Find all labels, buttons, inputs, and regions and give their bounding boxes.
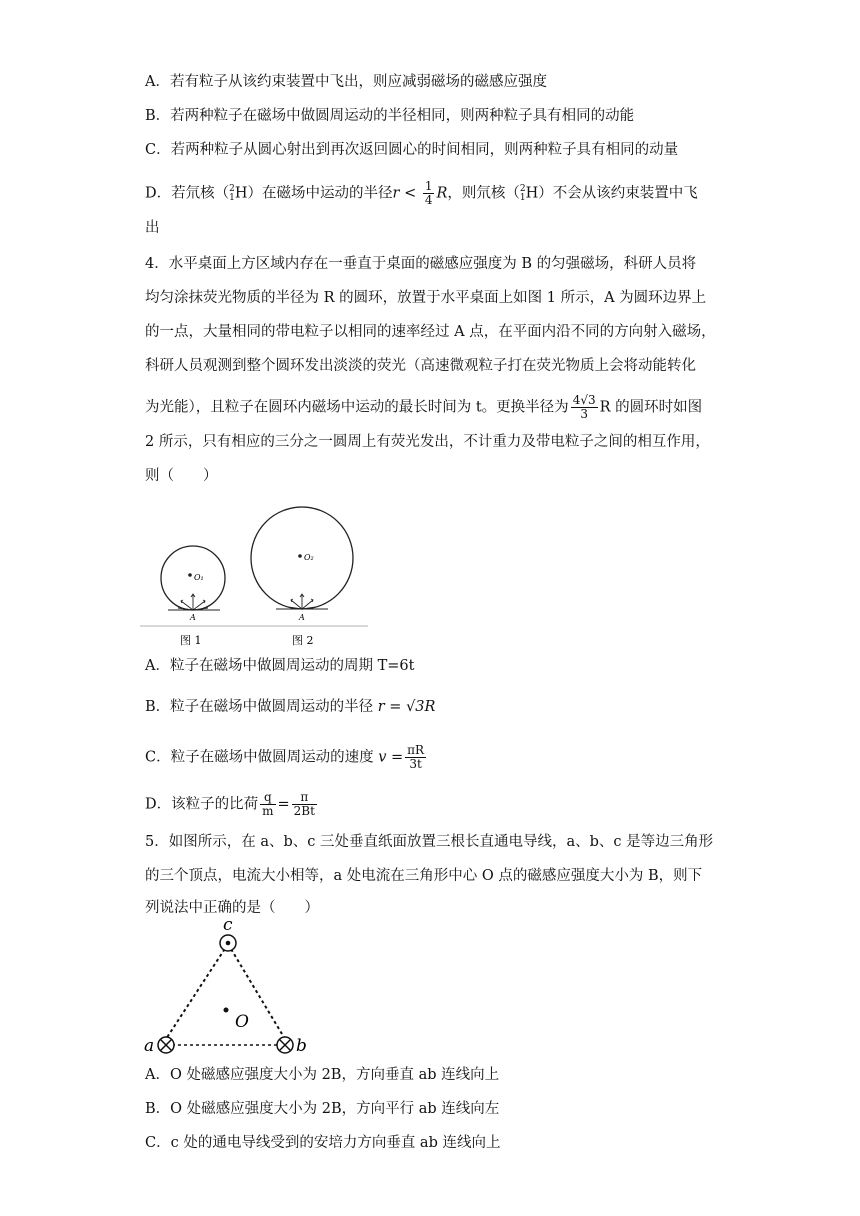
q5-option-c: C．c 处的通电导线受到的安培力方向垂直 ab 连线向上 [145, 1135, 501, 1151]
fig2-center-label: O₂ [304, 553, 314, 562]
q4-line-4: 科研人员观测到整个圆环发出淡淡的荧光（高速微观粒子打在荧光物质上会将动能转化 [145, 358, 696, 374]
less-than: < [399, 185, 421, 202]
q4-option-c [145, 744, 428, 771]
q4-option-a: A．粒子在磁场中做圆周运动的周期 T=6t [145, 658, 415, 674]
center-o-dot [224, 1008, 229, 1013]
fraction-pi-over-2bt: $\frac{\pi}{2Bt}$ [293, 790, 315, 818]
deuterium-isotope: 2 1 [229, 183, 235, 203]
deuterium-symbol: H [234, 185, 248, 202]
fig1-point-label: A [190, 613, 196, 622]
fig1-center-dot [188, 573, 192, 577]
q5-line-1: 5．如图所示，在 a、b、c 三处垂直纸面放置三根长直通电导线，a、b、c 是等边三角形 [145, 834, 714, 850]
q3-option-d-post: ）不会从该约束装置中飞 [538, 185, 698, 202]
q4-line-2: 均匀涂抹荧光物质的半径为 R 的圆环，放置于水平桌面上如图 1 所示，A 为圆环边界上 [145, 290, 707, 306]
var-r: r [392, 185, 400, 202]
q4-figure [140, 500, 370, 652]
q5-option-a: A．O 处磁感应强度大小为 2B，方向垂直 ab 连线向上 [145, 1067, 500, 1083]
fraction-q-over-m: $\frac{q}{m}$ [262, 790, 274, 818]
q4-option-d-pre: D．该粒子的比荷 [145, 796, 259, 813]
equals-sign: = [277, 796, 290, 813]
label-o: O [235, 1012, 249, 1032]
label-c: c [223, 915, 233, 935]
q4-option-c-pre: C．粒子在磁场中做圆周运动的速度 [145, 749, 379, 766]
q5-option-b: B．O 处磁感应强度大小为 2B，方向平行 ab 连线向左 [145, 1101, 500, 1117]
q3-option-c: C．若两种粒子从圆心射出到再次返回圆心的时间相同，则两种粒子具有相同的动量 [145, 142, 679, 158]
label-b: b [296, 1036, 307, 1056]
q4-line-5-post: R 的圆环时如图 [599, 399, 703, 416]
q4-line-5 [145, 394, 702, 421]
wire-a-into-page-icon [158, 1037, 174, 1053]
q4-option-b-pre: B．粒子在磁场中做圆周运动的半径 [145, 699, 378, 715]
q3-option-b: B．若两种粒子在磁场中做圆周运动的半径相同，则两种粒子具有相同的动能 [145, 108, 635, 124]
q4-option-d [145, 791, 319, 818]
fraction-one-quarter: $\frac{1}{4}$ [424, 179, 433, 207]
q3-option-d-wrap: 出 [145, 220, 160, 236]
fig2-center-dot [298, 554, 302, 558]
edge-ca [166, 944, 228, 1039]
q4-line-5-pre: 为光能），且粒子在圆环内磁场中运动的最长时间为 t。更换半径为 [145, 399, 569, 416]
deuterium-isotope-2: 2 1 [519, 183, 526, 203]
q4-option-c-v: v = [378, 749, 404, 766]
label-a: a [144, 1036, 155, 1056]
q4-line-7: 则（ ） [145, 468, 218, 484]
fig2-point-label: A [299, 613, 305, 622]
q5-triangle-figure [140, 915, 320, 1060]
fig2-arrows [288, 594, 316, 609]
q3-option-d [145, 180, 698, 207]
q3-option-d-pre: D．若氘核（ [145, 185, 230, 202]
fig2-caption: 图 2 [292, 634, 314, 647]
var-R: R [436, 185, 448, 202]
wire-c-out-of-page-icon [220, 935, 236, 951]
q3-option-d-mid1: ）在磁场中运动的半径 [247, 185, 393, 202]
q4-option-b-expr: r = √3R [377, 699, 436, 715]
q4-option-b [145, 697, 435, 717]
deuterium-symbol-2: H [525, 185, 539, 202]
q4-line-3: 的一点，大量相同的带电粒子以相同的速率经过 A 点，在平面内沿不同的方向射入磁场， [145, 324, 716, 340]
fig1-center-label: O₁ [194, 573, 204, 582]
fraction-four-root3-over-3: $\frac{4√3}{3}$ [572, 393, 596, 421]
fig1-caption: 图 1 [180, 634, 202, 647]
q5-line-3: 列说法中正确的是（ ） [145, 900, 319, 916]
q5-line-2: 的三个顶点，电流大小相等，a 处电流在三角形中心 O 点的磁感应强度大小为 B，则下 [145, 868, 703, 884]
wire-b-into-page-icon [277, 1037, 293, 1053]
q4-line-1: 4．水平桌面上方区域内存在一垂直于桌面的磁感应强度为 B 的匀强磁场，科研人员将 [145, 256, 697, 272]
q3-option-d-mid2: ，则氘核（ [447, 185, 520, 202]
q4-line-6: 2 所示，只有相应的三分之一圆周上有荧光发出，不计重力及带电粒子之间的相互作用， [145, 434, 710, 450]
q3-option-a: A．若有粒子从该约束装置中飞出，则应减弱磁场的磁感应强度 [145, 74, 547, 90]
fraction-pi-r-over-3t: $\frac{\pi R}{3t}$ [407, 743, 425, 771]
